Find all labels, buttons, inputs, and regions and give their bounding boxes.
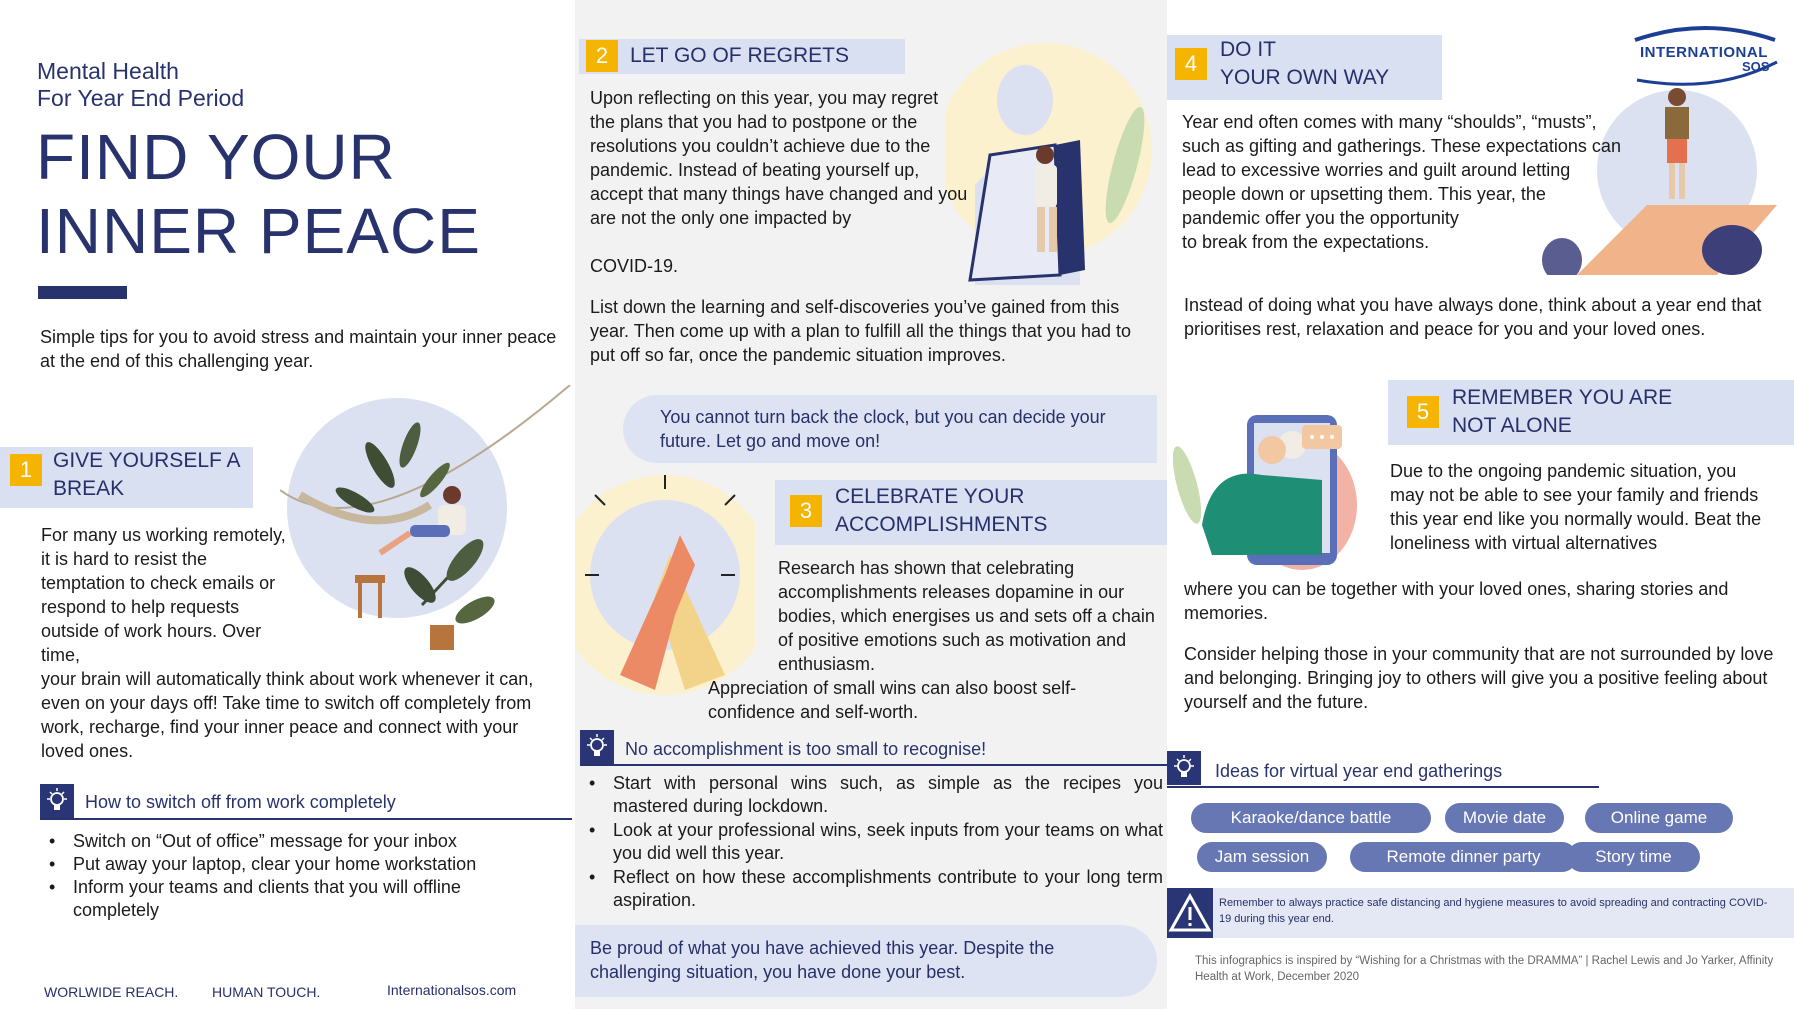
tip2-line: are not the only one impacted by [590,208,852,228]
video-call-illustration [1172,405,1372,575]
tip4-line: to break from the expectations. [1182,232,1430,252]
tip3-number: 3 [790,495,822,527]
tip4-line: lead to excessive worries and guilt around letting [1182,160,1571,180]
tip5-line: this year end like you normally would. Beat the [1390,509,1762,529]
tip2-line: Upon reflecting on this year, you may regret [590,88,939,108]
tip4-line: people down or upsetting them. This year, the [1182,184,1546,204]
hammock-illustration [280,385,575,675]
warning-icon [1167,888,1213,938]
tip5-number: 5 [1407,396,1439,428]
company-logo [1625,22,1785,86]
tip4-line: Year end often comes with many “shoulds”, “musts”, [1182,112,1597,132]
list-item: • Put away your laptop, clear your home workstation [43,853,543,876]
kicker [37,58,244,112]
tip2-line: the plans that you had to postpone or the [590,112,918,132]
tip2-paragraph-2: List down the learning and self-discoveries you’ve gained from this year. Then come up with a plan to fulfill all the things that you had to put off so far, once the pandemic situation improves. [590,297,1132,365]
tip2-title: LET GO OF REGRETS [630,44,849,67]
footer-website-link[interactable]: Internationalsos.com [387,982,517,998]
switch-off-rule [40,818,572,820]
tip1-paragraph-lines [41,523,286,667]
tip5-paragraph-lines [1390,459,1761,555]
lightbulb-icon-glyph [1167,751,1201,785]
idea-pill-remote-dinner: Remote dinner party [1350,842,1577,872]
list-item: • Start with personal wins such, as simple as the recipes you mastered during lockdown. [583,772,1163,818]
tip1-line: outside of work hours. Over [41,621,262,641]
footer-tagline-1: WORLWIDE REACH. [44,984,179,1000]
tip3-sub-heading: No accomplishment is too small to recognise! [625,739,987,759]
logo-text-1: INTERNATIONAL [1640,44,1768,61]
lightbulb-icon [1167,751,1201,785]
high-five-illustration [575,475,755,700]
tip5-paragraph-2: Consider helping those in your community that are not surrounded by love and belonging. Bringing joy to others will give you a positive feeling about yourself and the future. [1184,644,1774,712]
tip1-line: respond to help requests [41,597,240,617]
tip1-line: time, [41,645,81,665]
logo-text-2: SOS [1742,59,1770,74]
page-title-line-1: FIND YOUR [36,121,396,193]
tip4-title-line-2: YOUR OWN WAY [1220,66,1390,89]
tip1-paragraph-continued: your brain will automatically think about work whenever it can, even on your days off! Take time to switch off completely from work, recharge, find your inner peace and connect with your loved ones. [41,669,534,761]
idea-pill-online-game: Online game [1585,803,1733,833]
idea-pill-jam-session: Jam session [1197,842,1327,872]
idea-pill-story-time: Story time [1567,842,1700,872]
tip5-paragraph-continued: where you can be together with your loved ones, sharing stories and memories. [1184,579,1729,623]
footer-tagline-2: HUMAN TOUCH. [212,984,321,1000]
tip4-paragraph-lines [1182,110,1621,254]
tip1-line: temptation to check emails or [41,573,276,593]
switch-off-heading: How to switch off from work completely [85,792,396,812]
lightbulb-icon [580,730,614,764]
tip4-paragraph-2: Instead of doing what you have always done, think about a year end that prioritises rest, relaxation and peace for you and your loved ones. [1184,295,1762,339]
tip3-closing: Be proud of what you have achieved this year. Despite the challenging situation, you have done your best. [590,938,1055,982]
tip2-line: pandemic. Instead of beating yourself up, [590,160,920,180]
tip3-title [835,483,1047,539]
switch-off-list [43,830,543,922]
idea-pill-karaoke: Karaoke/dance battle [1191,803,1431,833]
tip2-paragraph-lines [590,86,967,230]
list-item: • Switch on “Out of office” message for your inbox [43,830,543,853]
tip2-line-end: COVID-19. [590,256,679,276]
tip1-line: it is hard to resist the [41,549,208,569]
lightbulb-icon [40,784,74,818]
tip4-line: pandemic offer you the opportunity [1182,208,1459,228]
tip5-line: may not be able to see your family and friends [1390,485,1759,505]
tip4-line: such as gifting and gatherings. These expectations can [1182,136,1621,156]
column-2 [575,0,1167,1009]
tip5-line: loneliness with virtual alternatives [1390,533,1658,553]
tip1-number: 1 [10,454,42,486]
ideas-rule [1167,786,1599,788]
tip1-title-line-1: GIVE YOURSELF A [53,449,241,472]
credit-text: This infographics is inspired by “Wishing for a Christmas with the DRAMMA” | Rachel Lewis and Jo Yarker, Affinity Health at Work, December 2020 [1195,955,1774,983]
tip3-paragraph-2: Appreciation of small wins can also boost self-confidence and self-worth. [708,678,1077,722]
list-item: • Reflect on how these accomplishments contribute to your long term aspiration. [583,866,1163,912]
tip3-paragraph: Research has shown that celebrating accomplishments releases dopamine in our bodies, which energises us and sets off a chain of positive emotions such as motivation and enthusiasm. [778,558,1155,674]
open-door-illustration [945,35,1160,290]
tip3-sub-rule [580,764,1167,766]
tip3-title-line-2: ACCOMPLISHMENTS [835,513,1048,536]
tip2-line: accept that many things have changed and you [590,184,968,204]
lightbulb-icon-glyph [580,730,614,764]
title-underline [38,286,127,299]
tip4-title-line-1: DO IT [1220,38,1276,61]
warning-text: Remember to always practice safe distancing and hygiene measures to avoid spreading and contracting COVID-19 during this year end. [1219,897,1768,925]
tip4-title [1220,36,1389,92]
idea-pill-movie-date: Movie date [1445,803,1564,833]
page-title-line-2: INNER PEACE [36,195,481,267]
page-title [36,120,481,268]
column-1 [0,0,575,1009]
list-item: • Look at your professional wins, seek inputs from your teams on what you did well this year. [583,819,1163,865]
tip1-line: For many us working remotely, [41,525,286,545]
lightbulb-icon-glyph [40,784,74,818]
tip5-line: Due to the ongoing pandemic situation, you [1390,461,1737,481]
tip5-title-line-1: REMEMBER YOU ARE [1452,386,1673,409]
tip5-title [1452,384,1672,440]
tip3-list [583,772,1163,912]
tip1-title-line-2: BREAK [53,477,125,500]
tip2-number: 2 [586,40,618,72]
tip1-title [53,447,241,503]
tip2-quote: You cannot turn back the clock, but you can decide your future. Let go and move on! [660,407,1106,451]
list-item: • Inform your teams and clients that you will offline completely [43,876,543,922]
tip5-title-line-2: NOT ALONE [1452,414,1572,437]
kicker-line-1: Mental Health [37,58,179,84]
ideas-heading: Ideas for virtual year end gatherings [1215,761,1503,781]
tip2-line: resolutions you couldn’t achieve due to the [590,136,931,156]
intro-text: Simple tips for you to avoid stress and maintain your inner peace at the end of this challenging year. [40,327,557,371]
kicker-line-2: For Year End Period [37,85,245,111]
column-3 [1167,0,1794,1009]
tip4-number: 4 [1175,48,1207,80]
tip3-title-line-1: CELEBRATE YOUR [835,485,1025,508]
